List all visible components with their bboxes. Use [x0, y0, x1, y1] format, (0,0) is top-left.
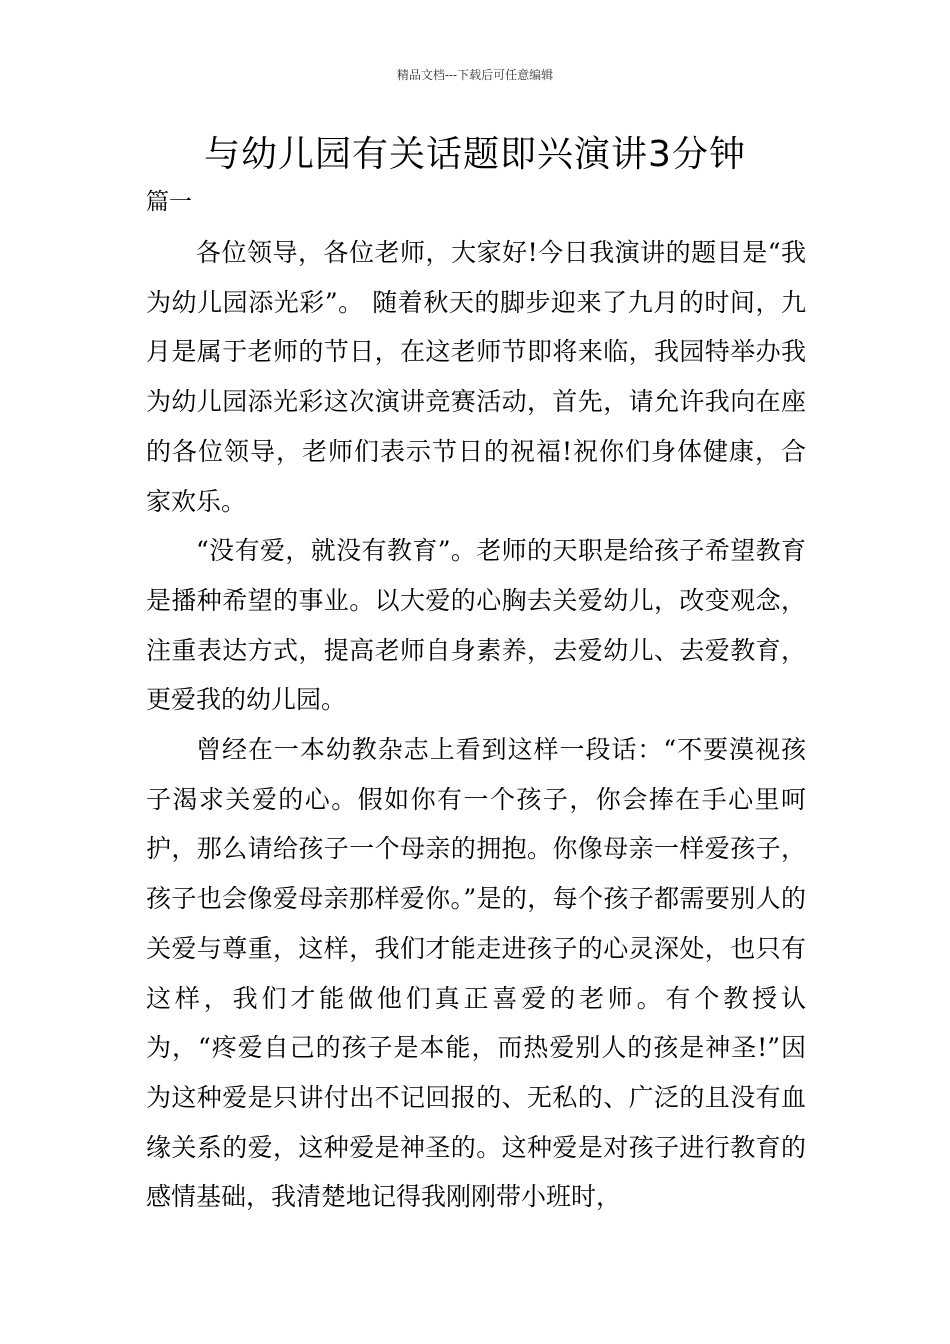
- header-note: 精品文档---下载后可任意编辑: [396, 68, 554, 82]
- paragraph: 各位领导，各位老师，大家好!今日我演讲的题目是“我为幼儿园添光彩”。 随着秋天的脚步迎来了九月的时间，九月是属于老师的节日，在这老师节即将来临，我园特举办我为幼儿园添光彩这次演讲竞赛活动，首先，请允许我向在座的各位领导，老师们表示节日的祝福!祝你们身体健康，合家欢乐。: [146, 238, 806, 516]
- document-title: 与幼儿园有关话题即兴演讲3分钟: [204, 134, 746, 175]
- section-label: 篇一: [146, 189, 192, 215]
- document-body: [146, 228, 806, 1222]
- paragraph: “没有爱，就没有教育”。老师的天职是给孩子希望教育是播种希望的事业。以大爱的心胸去关爱幼儿，改变观念，注重表达方式，提高老师自身素养，去爱幼儿、去爱教育，更爱我的幼儿园。: [146, 536, 806, 715]
- paragraph: 曾经在一本幼教杂志上看到这样一段话：“不要漠视孩子渴求关爱的心。假如你有一个孩子，你会捧在手心里呵护，那么请给孩子一个母亲的拥抱。你像母亲一样爱孩子，孩子也会像爱母亲那样爱你。”是的，每个孩子都需要别人的关爱与尊重，这样，我们才能走进孩子的心灵深处，也只有这样，我们才能做他们真正喜爱的老师。有个教授认为，“疼爱自己的孩子是本能，而热爱别人的孩是神圣!”因为这种爱是只讲付出不记回报的、无私的、广泛的且没有血缘关系的爱，这种爱是神圣的。这种爱是对孩子进行教育的感情基础，我清楚地记得我刚刚带小班时，: [146, 735, 806, 1212]
